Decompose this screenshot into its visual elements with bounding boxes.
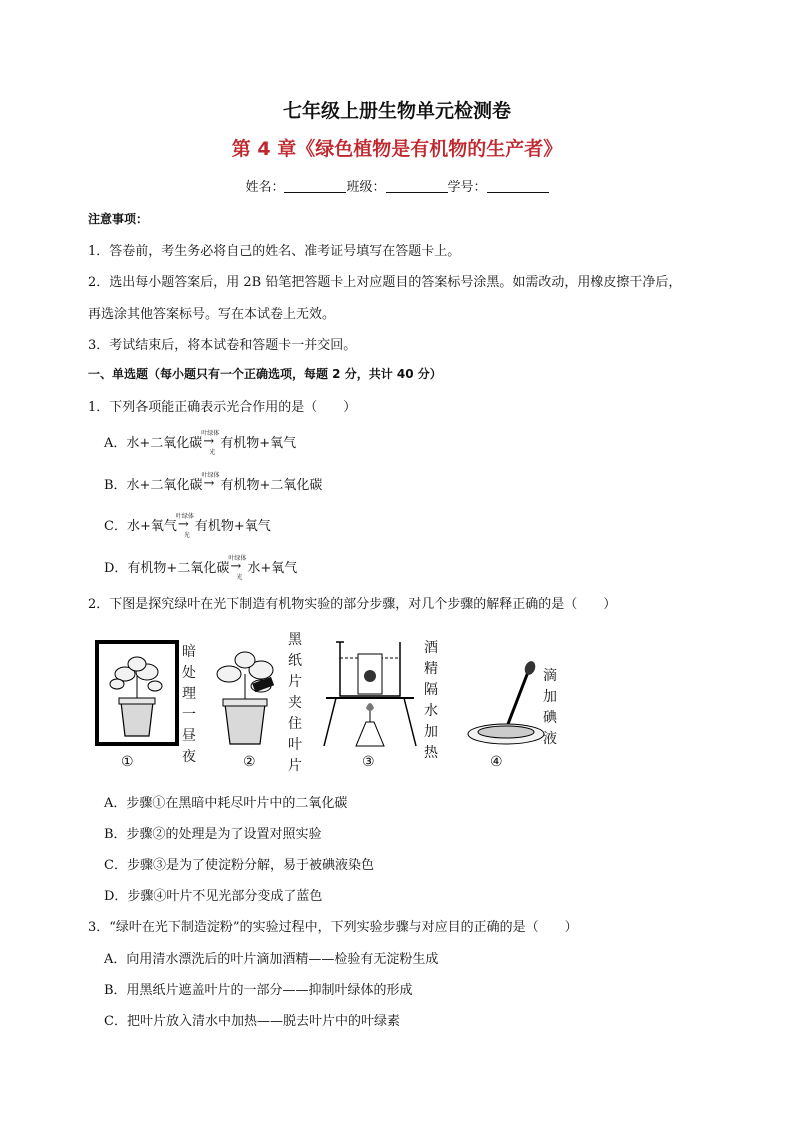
option-left: C．水+氧气 [104, 519, 177, 534]
notes-heading: 注意事项： [88, 212, 149, 226]
q3-option-c[interactable]: C．把叶片放入清水中加热——脱去叶片中的叶绿素 [104, 1014, 400, 1029]
chapter-subtitle: 第 4 章《绿色植物是有机物的生产者》 [231, 138, 563, 160]
step4-label: 滴加碘液 [543, 668, 557, 747]
step4-number: ④ [490, 754, 503, 770]
option-left: A．水+二氧化碳 [104, 436, 203, 451]
step3-label: 酒精隔水加热 [424, 640, 438, 761]
dark-box-plant-icon [95, 640, 179, 746]
note-item: 2．选出每小题答案后，用 2B 铅笔把答题卡上对应题目的答案标号涂黑。如需改动，用橡皮擦干净后， [88, 275, 682, 290]
q3-option-a[interactable]: A．向用清水漂洗后的叶片滴加酒精——检验有无淀粉生成 [104, 952, 439, 967]
section-heading: 一、单选题（每小题只有一个正确选项，每题 2 分，共计 40 分） [88, 367, 442, 381]
step2-label: 黑纸片夹住叶片 [288, 632, 302, 774]
class-blank[interactable] [386, 179, 448, 193]
question-2-stem: 2．下图是探究绿叶在光下制造有机物实验的部分步骤，对几个步骤的解释正确的是（ ） [88, 597, 617, 612]
name-blank[interactable] [284, 179, 346, 193]
note-item: 3．考试结束后，将本试卷和答题卡一并交回。 [88, 338, 357, 353]
water-bath-heating-icon [322, 638, 418, 750]
reaction-arrow-icon: 叶绿体 → [201, 472, 220, 491]
q1-option-a[interactable] [104, 430, 297, 456]
q2-option-b[interactable]: B．步骤②的处理是为了设置对照实验 [104, 827, 322, 842]
q1-option-b[interactable] [104, 474, 322, 493]
q1-option-c[interactable] [104, 513, 271, 539]
id-label: 学号： [447, 180, 487, 195]
q1-option-d[interactable] [104, 555, 298, 581]
question-3-stem: 3．“绿叶在光下制造淀粉”的实验过程中，下列实验步骤与对应目的正确的是（ ） [88, 920, 578, 935]
step1-label: 暗处理一昼夜 [182, 644, 196, 765]
page-title: 七年级上册生物单元检测卷 [282, 100, 511, 122]
class-label: 班级： [346, 180, 386, 195]
id-blank[interactable] [487, 179, 549, 193]
reaction-arrow-icon: 叶绿体 → 光 [175, 513, 194, 539]
q2-option-a[interactable]: A．步骤①在黑暗中耗尽叶片中的二氧化碳 [104, 796, 348, 811]
student-info [0, 176, 794, 195]
covered-leaf-plant-icon [205, 644, 285, 748]
step2-number: ② [243, 754, 256, 770]
reaction-arrow-icon: 叶绿体 → 光 [228, 555, 247, 581]
step3-number: ③ [362, 754, 375, 770]
name-label: 姓名： [245, 180, 285, 195]
option-right: 水+氧气 [247, 561, 298, 576]
q2-option-c[interactable]: C．步骤③是为了使淀粉分解，易于被碘液染色 [104, 858, 374, 873]
iodine-dropper-icon [464, 660, 554, 750]
option-right: 有机物+氧气 [220, 436, 297, 451]
option-right: 有机物+氧气 [194, 519, 271, 534]
question-1-stem: 1．下列各项能正确表示光合作用的是（ ） [88, 400, 357, 415]
note-item: 再选涂其他答案标号。写在本试卷上无效。 [88, 307, 336, 322]
experiment-figure [90, 630, 570, 776]
step1-number: ① [121, 754, 134, 770]
option-right: 有机物+二氧化碳 [220, 478, 323, 493]
note-item: 1．答卷前，考生务必将自己的姓名、准考证号填写在答题卡上。 [88, 244, 461, 259]
option-left: D．有机物+二氧化碳 [104, 561, 230, 576]
reaction-arrow-icon: 叶绿体 → 光 [201, 430, 220, 456]
q2-option-d[interactable]: D．步骤④叶片不见光部分变成了蓝色 [104, 889, 323, 904]
q3-option-b[interactable]: B．用黑纸片遮盖叶片的一部分——抑制叶绿体的形成 [104, 983, 413, 998]
option-left: B．水+二氧化碳 [104, 478, 203, 493]
